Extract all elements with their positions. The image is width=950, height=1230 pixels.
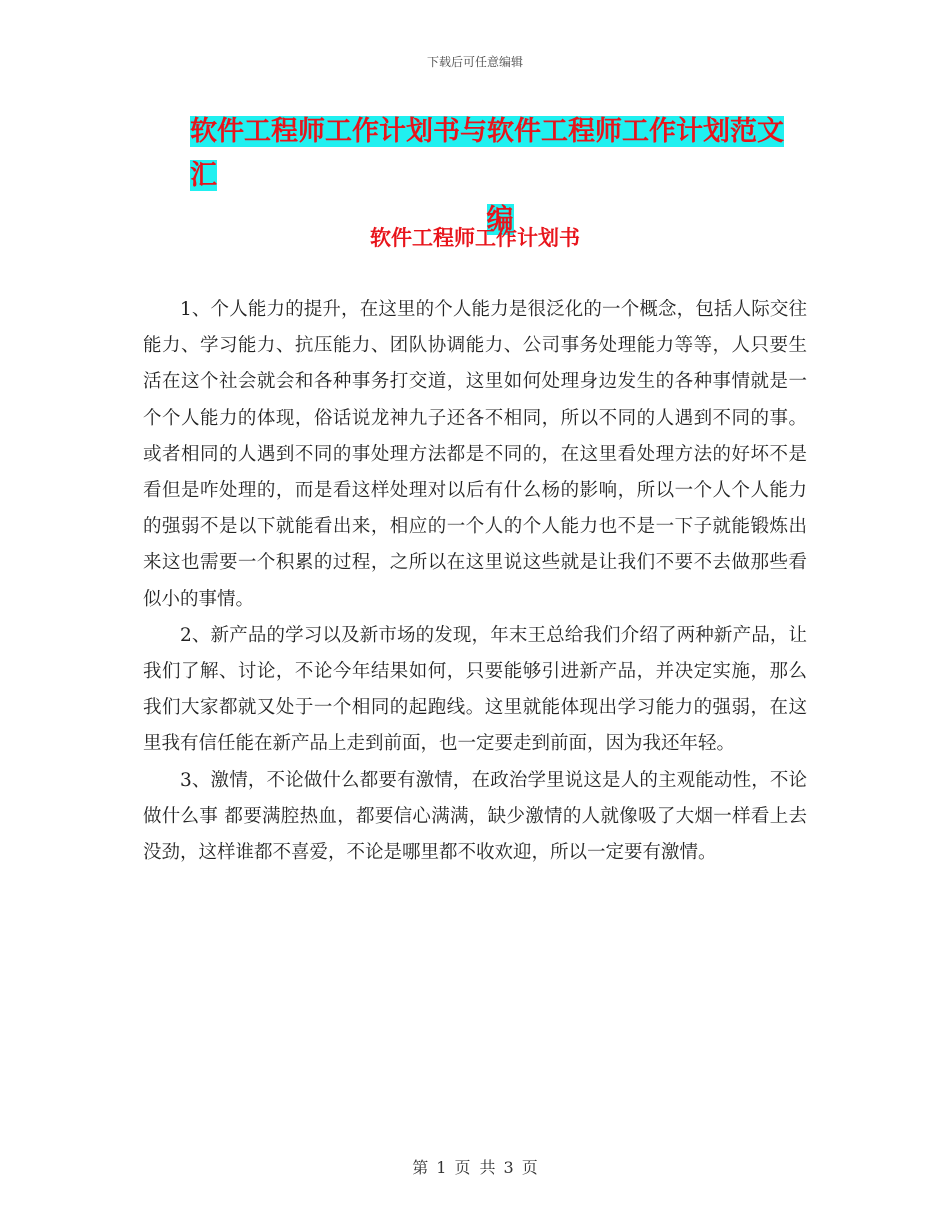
document-body (143, 292, 807, 871)
page-prefix: 第 (412, 1158, 429, 1177)
section-title: 软件工程师工作计划书 (370, 226, 580, 250)
page-suffix: 页 (521, 1158, 538, 1177)
page-footer (0, 1155, 950, 1178)
document-title-line2: 编 (486, 204, 514, 235)
paragraph-2: 2、新产品的学习以及新市场的发现，年末王总给我们介绍了两种新产品，让我们了解、讨论，不论今年结果如何，只要能够引进新产品，并决定实施，那么我们大家都就又处于一个相同的起跑线。这里就能体现出学习能力的强弱，在这里我有信任能在新产品上走到前面，也一定要走到前面，因为我还年轻。 (143, 624, 807, 755)
paragraph-1: 1、个人能力的提升，在这里的个人能力是很泛化的一个概念，包括人际交往能力、学习能力、抗压能力、团队协调能力、公司事务处理能力等等，人只要生活在这个社会就会和各种事务打交道，这里如何处理身边发生的各种事情就是一个个人能力的体现，俗话说龙神九子还各不相同，所以不同的人遇到不同的事。或者相同的人遇到不同的事处理方法都是不同的，在这里看处理方法的好坏不是看但是咋处理的，而是看这样处理对以后有什么杨的影响，所以一个人个人能力的强弱不是以下就能看出来，相应的一个人的个人能力也不是一下子就能锻炼出来这也需要一个积累的过程，之所以在这里说这些就是让我们不要不去做那些看似小的事情。 (143, 299, 807, 610)
page-mid: 页 共 (454, 1158, 496, 1177)
document-title-line1: 软件工程师工作计划书与软件工程师工作计划范文汇 (190, 116, 784, 191)
page-number-current: 1 (436, 1158, 447, 1177)
paragraph-3: 3、激情，不论做什么都要有激情，在政治学里说这是人的主观能动性，不论做什么事 都要满腔热血，都要信心满满，缺少激情的人就像吸了大烟一样看上去没劲，这样谁都不喜爱，不论是哪里都不收欢迎，所以一定要有激情。 (143, 769, 807, 864)
header-note: 下载后可任意编辑 (426, 55, 523, 69)
page-number-total: 3 (503, 1158, 514, 1177)
